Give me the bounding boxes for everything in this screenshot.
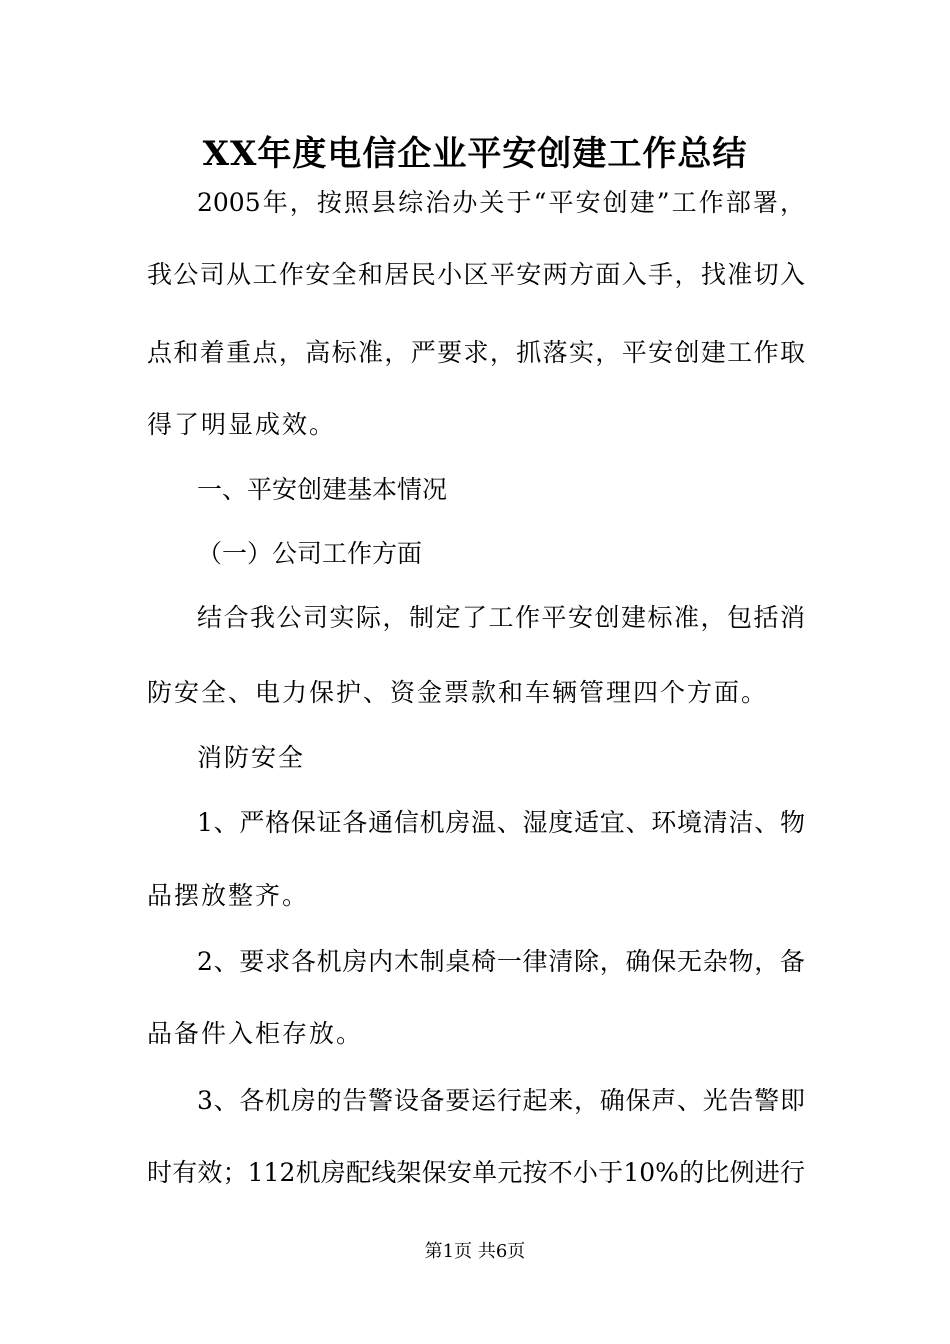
document-title: XX年度电信企业平安创建工作总结 <box>202 134 748 174</box>
paragraph-line: 点和着重点，高标准，严要求，抓落实，平安创建工作取 <box>147 338 805 367</box>
list-item-line: 时有效；112机房配线架保安单元按不小于10%的比例进行 <box>147 1158 805 1187</box>
list-item-line: 品摆放整齐。 <box>147 881 310 910</box>
paragraph-line: 结合我公司实际，制定了工作平安创建标准，包括消 <box>197 603 805 632</box>
sub-heading: 消防安全 <box>197 743 306 772</box>
paragraph-line: 防安全、电力保护、资金票款和车辆管理四个方面。 <box>147 678 769 707</box>
page-number: 第1页 共6页 <box>424 1241 526 1262</box>
paragraph-line: 2005年，按照县综治办关于“平安创建”工作部署， <box>197 188 805 217</box>
paragraph-line: 得了明显成效。 <box>147 410 337 439</box>
list-item-line: 品备件入柜存放。 <box>147 1019 364 1048</box>
list-item-line: 3、各机房的告警设备要运行起来，确保声、光告警即 <box>197 1086 805 1115</box>
list-item-line: 1、严格保证各通信机房温、湿度适宜、环境清洁、物 <box>197 808 805 837</box>
section-heading: 一、平安创建基本情况 <box>197 475 448 504</box>
paragraph-line: 我公司从工作安全和居民小区平安两方面入手，找准切入 <box>147 260 805 289</box>
list-item-line: 2、要求各机房内木制桌椅一律清除，确保无杂物，备 <box>197 947 805 976</box>
subsection-heading: （一）公司工作方面 <box>197 539 423 568</box>
